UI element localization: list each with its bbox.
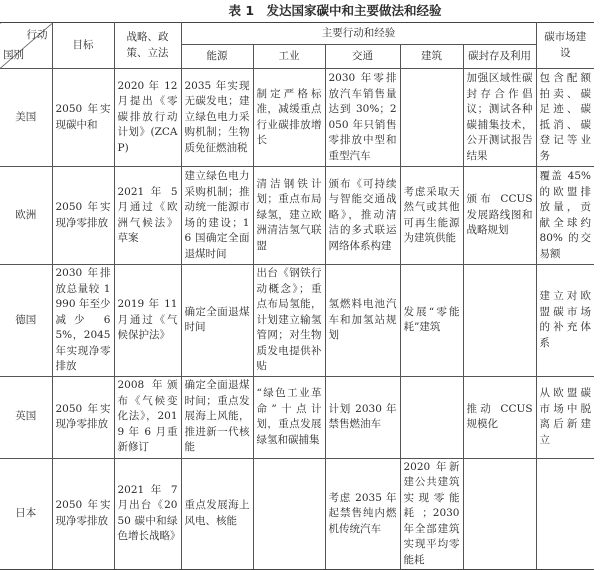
- table-row-usa: [0, 69, 594, 167]
- strategy-cell: 2019 年 11 月通过《气候保护法》: [114, 265, 181, 377]
- table-row-europe: [0, 167, 594, 265]
- market-cell: 建立对欧盟碳市场的补充体系: [536, 265, 594, 377]
- country-cell: 美国: [0, 69, 52, 167]
- country-cell: 日本: [0, 458, 52, 570]
- building-cell: [400, 376, 463, 458]
- table-caption: 表 1 发达国家碳中和主要做法和经验: [228, 3, 442, 18]
- goal-cell: 2030 年排放总量较 1990 年至少减少 65%，2045 年实现净零排放: [52, 265, 114, 377]
- transport-cell: 计划 2030 年禁售燃油车: [325, 376, 400, 458]
- market-cell: 包含配额拍卖、碳足迹、碳抵消、碳登记等业务: [536, 69, 594, 167]
- diagonal-header-cell: [0, 23, 52, 69]
- header-carbon-market: 碳市场建设: [536, 23, 594, 69]
- header-transport: 交通: [325, 45, 400, 69]
- strategy-cell: 2021 年 5 月通过《欧洲气候法》草案: [114, 167, 181, 265]
- energy-cell: 重点发展海上风电、核能: [181, 458, 253, 570]
- industry-cell: “绿色工业革命”十点计划，重点发展绿氢和碳捕集: [253, 376, 325, 458]
- building-cell: 发展“零能耗”建筑: [400, 265, 463, 377]
- ccus-cell: [463, 265, 536, 377]
- industry-cell: 清洁钢铁计划；重点布局绿氢，建立欧洲清洁氢气联盟: [253, 167, 325, 265]
- market-cell: 覆盖 45% 的欧盟排放量，贡献全球约 80% 的交易额: [536, 167, 594, 265]
- ccus-cell: [463, 458, 536, 570]
- energy-cell: 确定全面退煤时间；重点发展海上风能，推进新一代核能: [181, 376, 253, 458]
- ccus-cell: 推动 CCUS 规模化: [463, 376, 536, 458]
- country-cell: 英国: [0, 376, 52, 458]
- goal-cell: 2050 年实现碳中和: [52, 69, 114, 167]
- market-cell: [536, 458, 594, 570]
- goal-cell: 2050 年实现净零排放: [52, 458, 114, 570]
- building-cell: 考虑采取天然气或其他可再生能源为建筑供能: [400, 167, 463, 265]
- table-row-uk: [0, 376, 594, 458]
- industry-cell: 出台《钢铁行动概念》；重点布局氢能，计划建立输氢管网；对生物质发电提供补贴: [253, 265, 325, 377]
- industry-cell: [253, 458, 325, 570]
- country-cell: 德国: [0, 265, 52, 377]
- strategy-cell: 2020 年 12 月提出《零碳排放行动计划》(ZCAP): [114, 69, 181, 167]
- energy-cell: 建立绿色电力采购机制；推动统一能源市场的建设；16 国确定全面退煤时间: [181, 167, 253, 265]
- strategy-cell: 2021 年 7 月出台《2050 碳中和绿色增长战略》: [114, 458, 181, 570]
- header-main-actions: 主要行动和经验: [181, 23, 536, 45]
- industry-cell: 制定严格标准，减缓重点行业碳排放增长: [253, 69, 325, 167]
- table-row-germany: [0, 265, 594, 377]
- goal-cell: 2050 年实现净零排放: [52, 376, 114, 458]
- energy-cell: 2035 年实现无碳发电；建立绿色电力采购机制；生物质免征燃油税: [181, 69, 253, 167]
- transport-cell: 考虑 2035 年起禁售纯内燃机传统汽车: [325, 458, 400, 570]
- header-goal: 目标: [52, 23, 114, 69]
- goal-cell: 2050 年实现净零排放: [52, 167, 114, 265]
- transport-cell: 颁布《可持续与智能交通战略》，推动清洁的多式联运网络体系构建: [325, 167, 400, 265]
- header-action-label: 行动: [26, 29, 48, 41]
- header-ccus: 碳封存及利用: [463, 45, 536, 69]
- transport-cell: 2030 年零排放汽车销售量达到 30%；2050 年只销售零排放中型和重型汽车: [325, 69, 400, 167]
- carbon-neutrality-table: [0, 22, 594, 570]
- header-energy: 能源: [181, 45, 253, 69]
- energy-cell: 确定全面退煤时间: [181, 265, 253, 377]
- table-row-japan: [0, 458, 594, 570]
- header-strategy: 战略、政策、立法: [114, 23, 181, 69]
- ccus-cell: 颁布 CCUS 发展路线图和战略规划: [463, 167, 536, 265]
- header-country-label: 国别: [3, 48, 24, 61]
- strategy-cell: 2008 年颁布《气候变化法》，2019 年 6 月重新修订: [114, 376, 181, 458]
- ccus-cell: 加强区域性碳封存合作倡议；测试各种碳捕集技术，公开测试报告结果: [463, 69, 536, 167]
- country-cell: 欧洲: [0, 167, 52, 265]
- header-building: 建筑: [400, 45, 463, 69]
- header-industry: 工业: [253, 45, 325, 69]
- market-cell: 从欧盟碳市场中脱离后新建立: [536, 376, 594, 458]
- building-cell: [400, 69, 463, 167]
- building-cell: 2020 年新建公共建筑实现零能耗；2030 年全部建筑实现平均零能耗: [400, 458, 463, 570]
- transport-cell: 氢燃料电池汽车和加氢站规划: [325, 265, 400, 377]
